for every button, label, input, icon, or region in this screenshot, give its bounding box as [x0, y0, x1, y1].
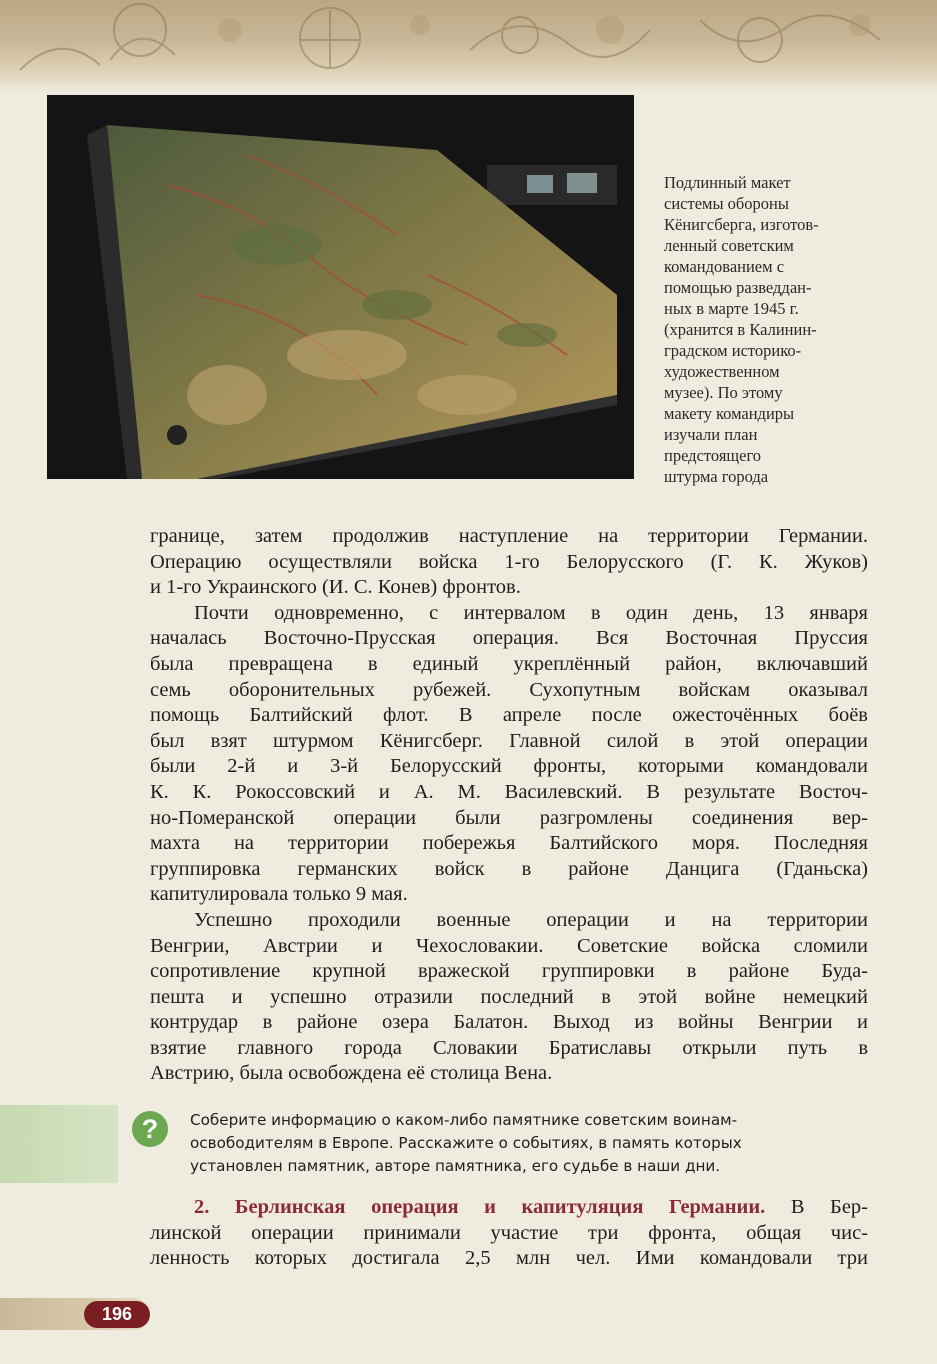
text-line: была превращена в единый укреплённый район, включавший: [150, 652, 868, 675]
text-line: был взят штурмом Кёнигсберг. Главной силой в этой операции: [150, 729, 868, 752]
text-line: и 1-го Украинского (И. С. Конев) фронтов.: [150, 576, 521, 599]
caption-line: системы обороны: [664, 194, 789, 213]
photo-illustration: [47, 95, 634, 479]
question-line: установлен памятник, авторе памятника, его судьбе в наши дни.: [190, 1157, 721, 1175]
caption-line: штурма города: [664, 467, 769, 486]
section-title: 2. Берлинская операция и капитуляция Германии.: [194, 1196, 766, 1218]
caption-line: Подлинный макет: [664, 173, 791, 192]
text-line: но-Померанской операции были разгромлены соединения вер-: [150, 806, 868, 829]
caption-line: ленный советским: [664, 236, 794, 255]
caption-line: музее). По этому: [664, 383, 783, 402]
question-line: освободителям в Европе. Расскажите о событиях, в память которых: [190, 1134, 742, 1152]
page-number: 196: [84, 1301, 150, 1328]
text-line: взятие главного города Словакии Братиславы открыли путь в: [150, 1036, 868, 1059]
question-margin-highlight: [0, 1105, 118, 1183]
question-task-box: [0, 1105, 937, 1183]
koenigsberg-model-photo: [47, 95, 634, 479]
body-text: [150, 524, 868, 1087]
text-line: Почти одновременно, с интервалом в один день, 13 января: [194, 601, 868, 624]
text-line: Успешно проходили военные операции и на территории: [194, 908, 868, 931]
caption-line: изучали план: [664, 425, 758, 444]
text-line: махта на территории побережья Балтийского моря. Последняя: [150, 832, 868, 855]
text-line: сопротивление крупной вражеской группировки в районе Буда-: [150, 960, 868, 983]
section-first-line-rest: В Бер-: [765, 1196, 869, 1218]
text-line: Австрию, была освобождена её столица Вена.: [150, 1062, 553, 1085]
question-mark-icon: ?: [132, 1111, 168, 1147]
header-ornament-banner: [0, 0, 937, 92]
caption-line: макету командиры: [664, 404, 795, 423]
ornament-icon: [0, 0, 937, 92]
text-line: были 2-й и 3-й Белорусский фронты, которыми командовали: [150, 755, 868, 778]
text-line: контрудар в районе озера Балатон. Выход из войны Венгрии и: [150, 1011, 868, 1034]
text-line: К. К. Рокоссовский и А. М. Василевский. В результате Восточ-: [150, 780, 868, 803]
text-line: семь оборонительных рубежей. Сухопутным войскам оказывал: [150, 678, 868, 701]
text-line: началась Восточно-Прусская операция. Вся Восточная Пруссия: [150, 627, 868, 650]
text-line: пешта и успешно отразили последний в этой войне немецкий: [150, 985, 868, 1008]
text-line: группировка германских войск в районе Данцига (Гданьска): [150, 857, 868, 880]
caption-line: градском историко-: [664, 341, 802, 360]
photo-caption: [664, 172, 876, 487]
section-berlin-operation: [150, 1195, 868, 1272]
text-line: Венгрии, Австрии и Чехословакии. Советские войска сломили: [150, 934, 868, 957]
caption-line: командованием с: [664, 257, 785, 276]
section-first-line: [150, 1195, 868, 1221]
caption-line: художественном: [664, 362, 780, 381]
caption-line: (хранится в Калинин-: [664, 320, 817, 339]
text-line: границе, затем продолжив наступление на территории Германии.: [150, 525, 868, 547]
caption-line: предстоящего: [664, 446, 762, 465]
caption-line: помощью разведдан-: [664, 278, 812, 297]
text-line: Операцию осуществляли войска 1-го Белорусского (Г. К. Жуков): [150, 550, 868, 573]
caption-line: Кёнигсберга, изготов-: [664, 215, 819, 234]
text-line: ленность которых достигала 2,5 млн чел. Ими командовали три: [150, 1247, 868, 1270]
caption-line: ных в марте 1945 г.: [664, 299, 799, 318]
text-line: капитулировала только 9 мая.: [150, 883, 408, 906]
question-line: Соберите информацию о каком-либо памятнике советским воинам-: [190, 1111, 738, 1129]
text-line: линской операции принимали участие три фронта, общая чис-: [150, 1221, 868, 1244]
text-line: помощь Балтийский флот. В апреле после ожесточённых боёв: [150, 704, 868, 727]
question-text: [190, 1109, 868, 1178]
